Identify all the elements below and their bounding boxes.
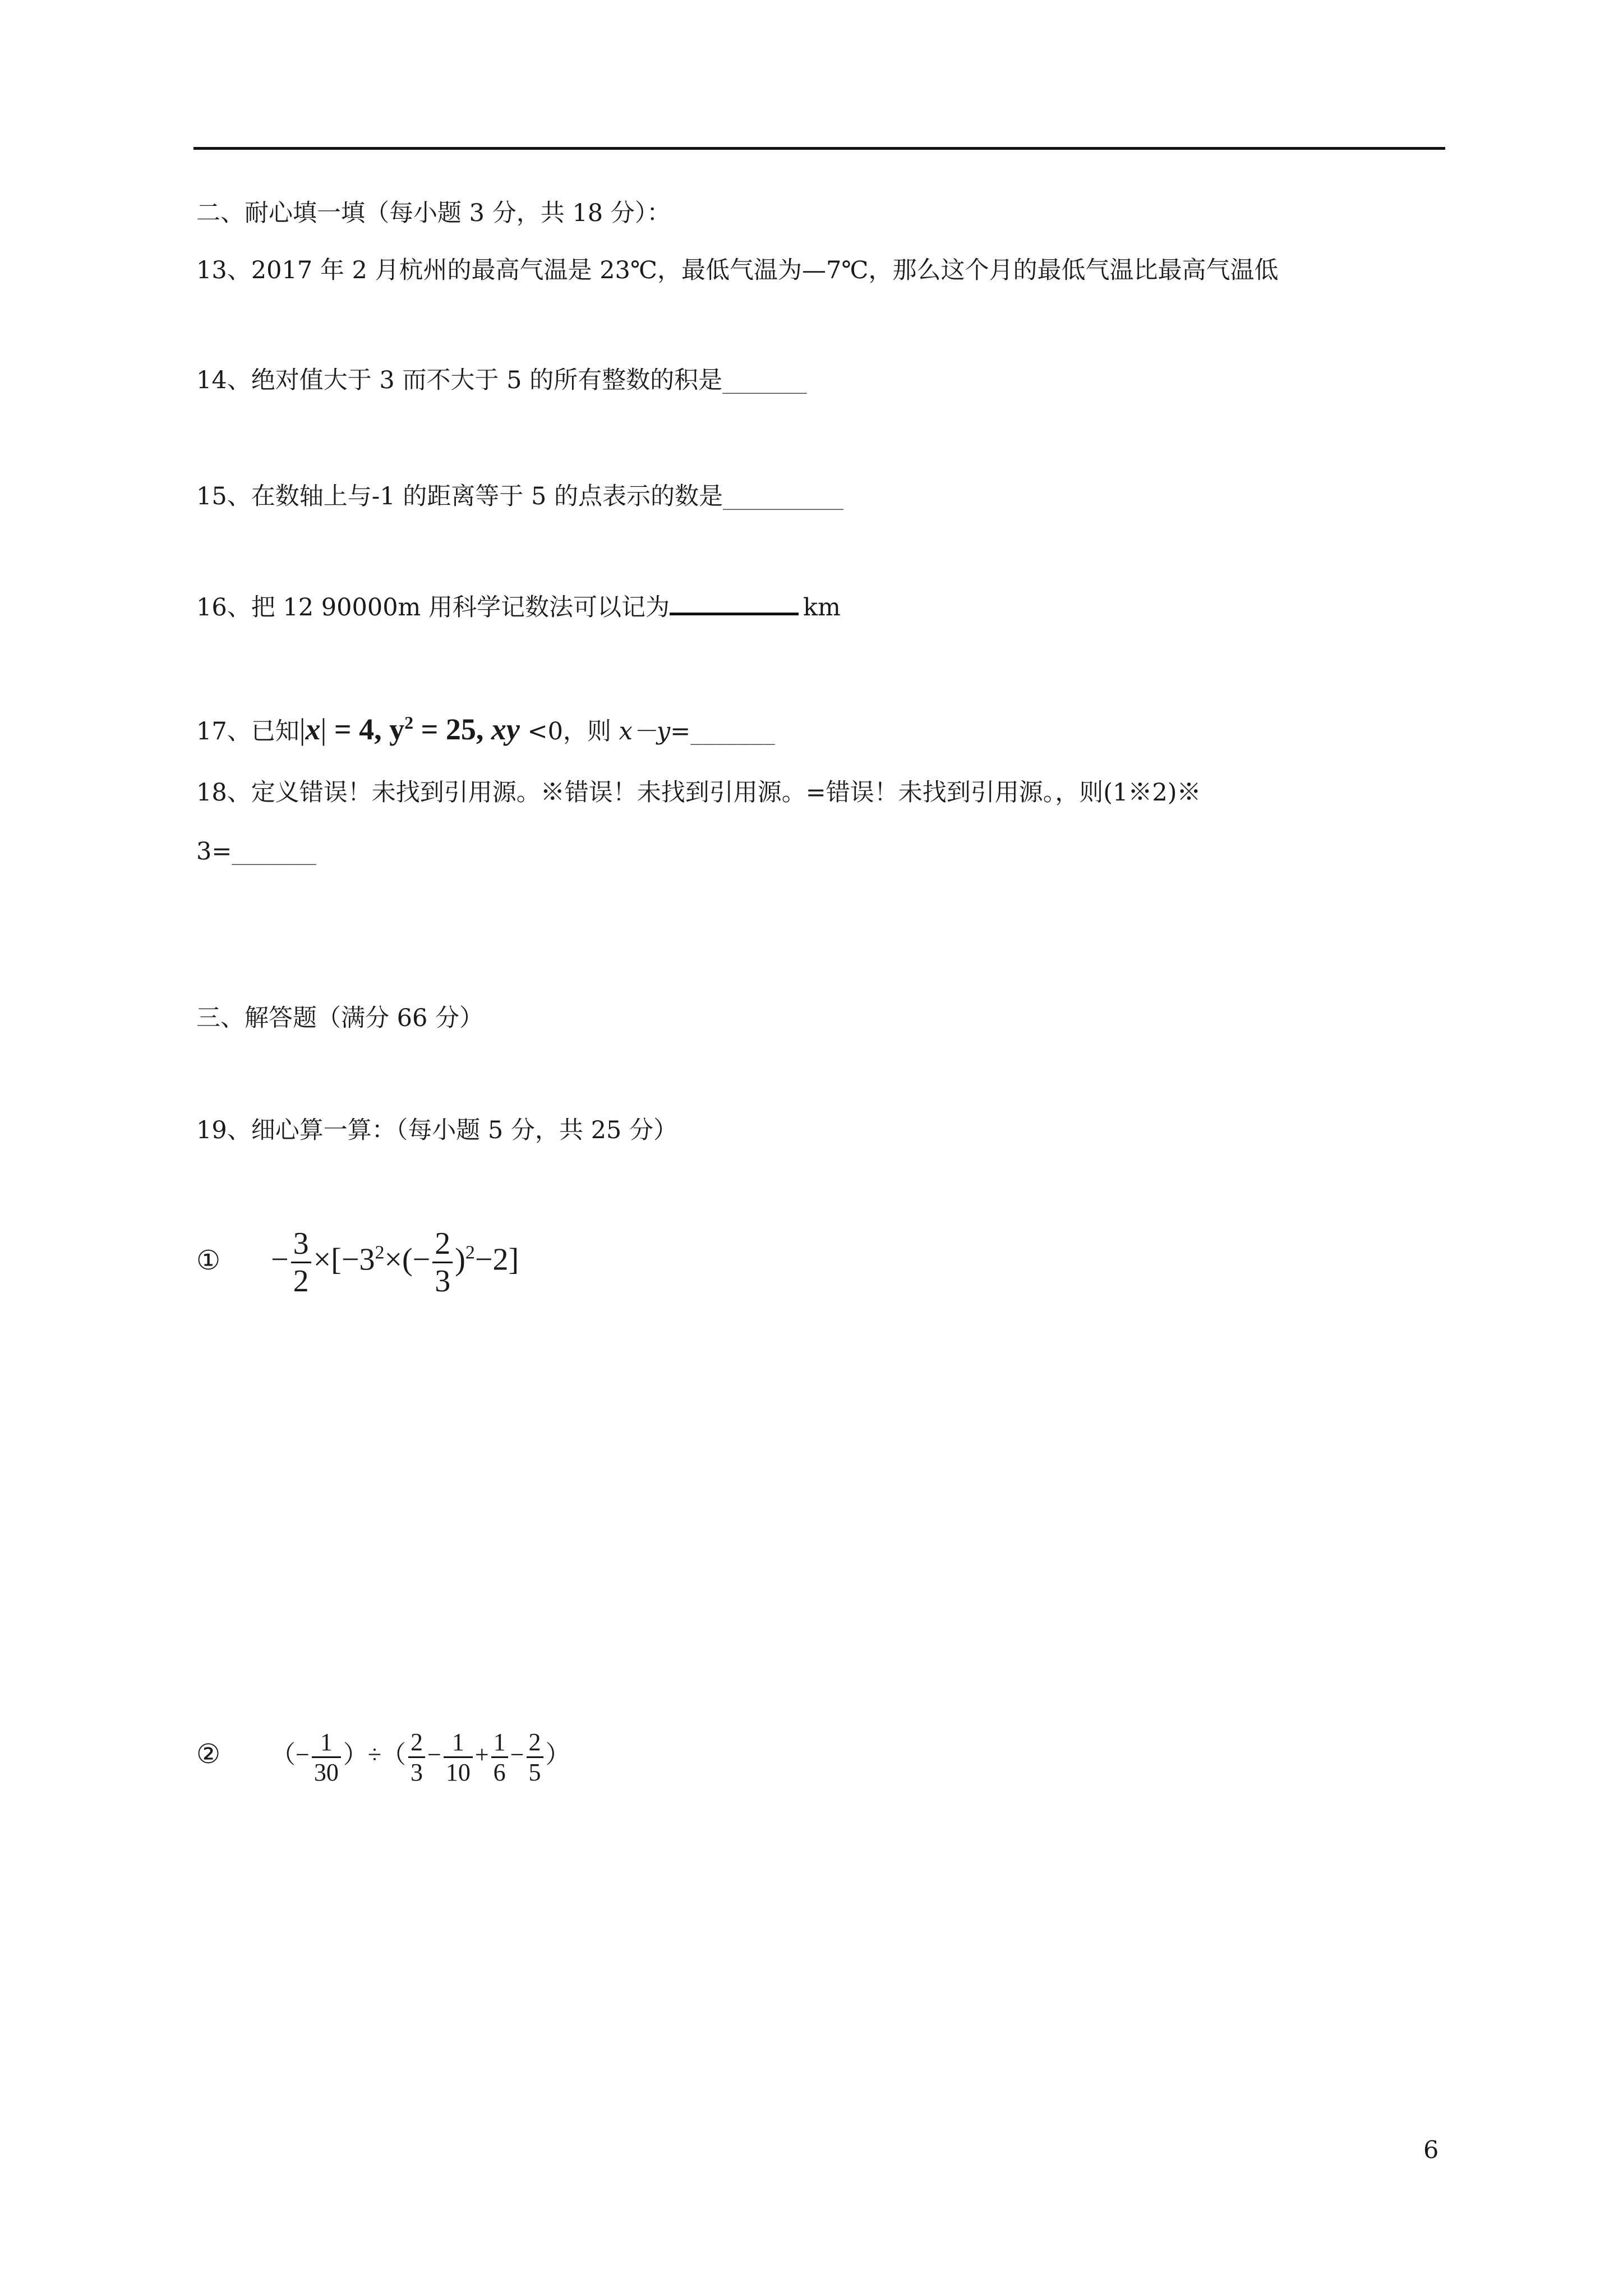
problem-2-fraction-4: $\frac{1}{6}$ [491, 1728, 508, 1787]
question-18-line2 [196, 835, 316, 868]
problem-1-marker: ① [196, 1246, 221, 1276]
question-17-square: 2 [404, 712, 414, 733]
problem-2-fraction-1: $\frac{1}{30}$ [312, 1728, 341, 1787]
problem-2-fraction-5: $\frac{2}{5}$ [527, 1728, 543, 1787]
header-rule [193, 147, 1445, 150]
question-14-blank: _______ [722, 366, 807, 394]
problem-1 [196, 1226, 519, 1299]
problem-1-minus: − [271, 1242, 289, 1277]
problem-2-open: （− [271, 1741, 310, 1769]
problem-1-fraction-2: $\frac{2}{3}$ [432, 1226, 453, 1299]
problem-2-op-2: + [474, 1741, 489, 1769]
question-17-xy: xy [491, 712, 520, 746]
question-17-eq2: = 25, [413, 712, 491, 746]
question-17-condition: <0，则 [519, 717, 619, 746]
question-17-abs: |x| = 4, $y^2 = 25$, xy [299, 712, 520, 746]
section2-title: 二、耐心填一填（每小题 3 分，共 18 分）： [196, 199, 671, 227]
problem-1-tail: −2] [474, 1242, 519, 1277]
problem-2 [196, 1728, 570, 1787]
problem-1-exponent-2: 2 [465, 1242, 475, 1263]
question-19-title: 19、细心算一算：（每小题 5 分，共 25 分） [196, 1116, 677, 1144]
question-16-text: 16、把 12 90000m 用科学记数法可以记为 [196, 593, 670, 622]
question-13: 13、2017 年 2 月杭州的最高气温是 23℃，最低气温为—7℃，那么这个月的最低气温比最高气温低 [196, 256, 1279, 284]
question-15-blank: __________ [722, 482, 843, 510]
question-17-x-minus-y: x－y [619, 717, 671, 746]
problem-2-op-1: − [427, 1741, 441, 1769]
question-17-equals: = [670, 717, 691, 746]
question-18-blank: _______ [232, 838, 316, 866]
question-18-line1: 18、定义错误！未找到引用源。※错误！未找到引用源。=错误！未找到引用源。，则(1※2)※ [196, 779, 1201, 807]
problem-2-fraction-2: $\frac{2}{3}$ [408, 1728, 425, 1787]
question-15-text: 15、在数轴上与-1 的距离等于 5 的点表示的数是 [196, 482, 723, 510]
question-17-blank: _______ [690, 717, 775, 746]
problem-1-fraction-1: $\frac{3}{2}$ [291, 1226, 311, 1299]
question-17-prefix: 17、已知 [196, 717, 299, 746]
problem-1-part-2: ×(− [384, 1242, 431, 1277]
question-18-answer-prefix: 3= [196, 838, 232, 866]
question-15 [196, 480, 843, 513]
problem-2-op-3: − [510, 1741, 524, 1769]
section3-title: 三、解答题（满分 66 分） [196, 1004, 484, 1032]
question-14-text: 14、绝对值大于 3 而不大于 5 的所有整数的积是 [196, 366, 723, 394]
question-17-abs-var: x [305, 712, 321, 746]
question-14 [196, 364, 807, 397]
problem-2-marker: ② [196, 1739, 221, 1769]
page-number: 6 [1423, 2136, 1439, 2164]
question-17-eq1: = 4, y [334, 712, 405, 746]
problem-1-part-3: ) [455, 1242, 465, 1277]
problem-2-close: ） [545, 1741, 570, 1769]
question-16-blank [670, 590, 799, 615]
problem-2-fraction-3: $\frac{1}{10}$ [444, 1728, 473, 1787]
problem-1-part-1: ×[−3 [313, 1242, 375, 1277]
problem-2-divide: ）÷（ [343, 1741, 407, 1769]
question-17 [196, 706, 775, 748]
problem-1-exponent-1: 2 [375, 1242, 385, 1263]
question-16 [196, 590, 841, 624]
question-16-unit: km [803, 593, 841, 622]
